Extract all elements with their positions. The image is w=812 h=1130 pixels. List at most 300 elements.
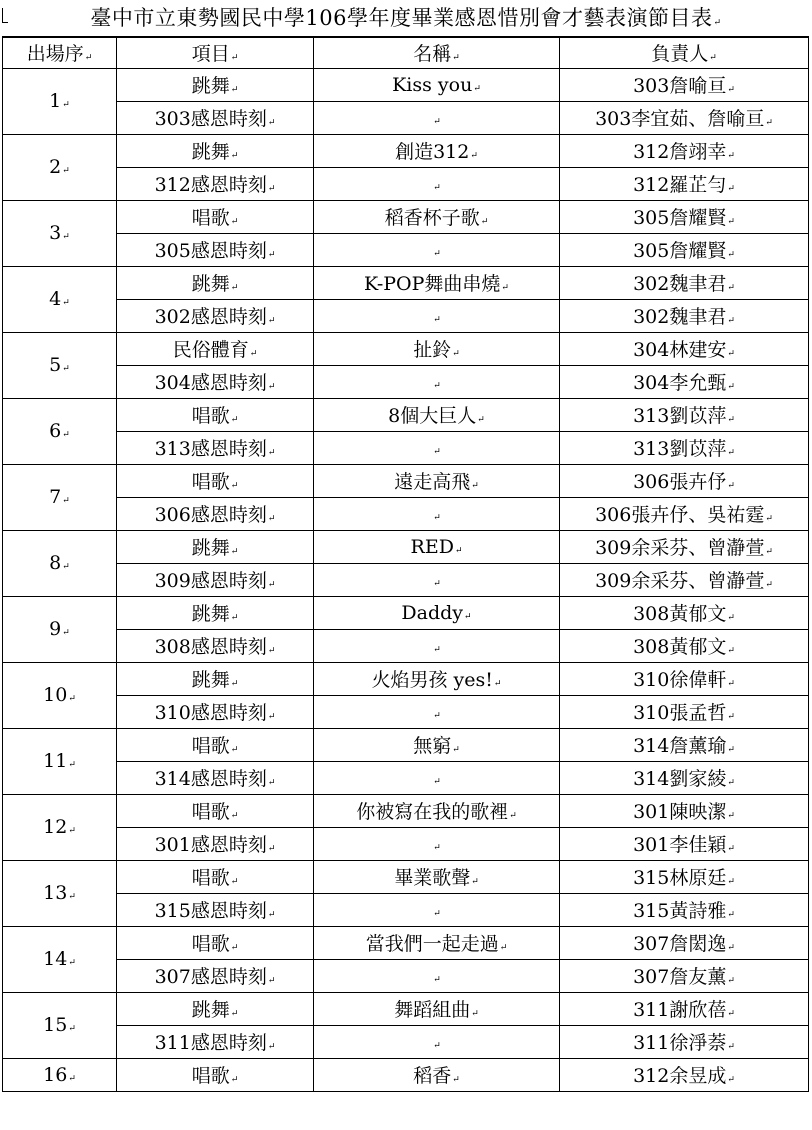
paragraph-mark: ↵ [727,184,735,194]
name-cell [314,68,560,101]
person-cell [560,398,809,431]
paragraph-mark: ↵ [727,877,735,887]
paragraph-mark: ↵ [433,842,441,853]
item-cell [117,398,314,431]
order-cell-text: 3 [49,222,62,244]
person-cell-text: 314詹薰瑜 [633,735,727,757]
paragraph-mark: ↵ [433,248,441,259]
paragraph-mark: ↵ [230,745,239,755]
order-cell [3,1058,117,1091]
table-row [3,893,809,926]
person-cell [560,926,809,959]
table-row [3,596,809,629]
person-cell [560,563,809,596]
order-cell [3,992,117,1058]
name-cell [314,464,560,497]
person-cell [560,464,809,497]
person-cell-text: 309余采芬、曾瀞萱 [595,570,765,592]
person-cell [560,431,809,464]
item-cell-text: 唱歌 [191,933,230,955]
item-cell [117,266,314,299]
paragraph-mark: ↵ [727,1075,735,1085]
name-cell [314,860,560,893]
paragraph-mark: ↵ [62,364,70,374]
person-cell [560,68,809,101]
person-cell [560,530,809,563]
paragraph-mark: ↵ [727,151,735,161]
table-row [3,992,809,1025]
paragraph-mark: ↵ [727,745,735,755]
person-cell [560,596,809,629]
person-cell [560,959,809,992]
name-cell-text: 8個大巨人 [388,405,477,427]
paragraph-mark: ↵ [230,811,239,821]
person-cell [560,1058,809,1091]
person-cell-text: 313劉苡萍 [633,405,727,427]
order-cell [3,662,117,728]
paragraph-mark: ↵ [267,514,276,524]
person-cell [560,893,809,926]
name-cell-text: 稻香 [413,1065,452,1087]
table-row [3,1025,809,1058]
paragraph-mark: ↵ [727,1009,735,1019]
table-row [3,959,809,992]
paragraph-mark: ↵ [727,250,735,260]
item-cell [117,794,314,827]
person-cell-text: 308黃郁文 [633,603,727,625]
person-cell [560,497,809,530]
order-cell-text: 4 [49,288,62,310]
order-cell [3,200,117,266]
paragraph-mark: ↵ [727,316,735,326]
table-header-row [3,37,809,68]
table-row [3,266,809,299]
name-cell [314,992,560,1025]
item-cell [117,332,314,365]
name-cell-text: 稻香杯子歌 [384,207,480,229]
item-cell-text: 跳舞 [191,999,230,1021]
item-cell-text: 301感恩時刻 [154,834,267,856]
item-cell-text: 跳舞 [191,669,230,691]
paragraph-mark: ↵ [267,448,276,458]
order-cell [3,596,117,662]
paragraph-mark: ↵ [267,184,276,194]
person-cell-text: 306張卉伃 [633,471,727,493]
paragraph-mark: ↵ [68,826,76,836]
paragraph-mark: ↵ [68,1073,76,1084]
order-cell [3,926,117,992]
person-cell [560,134,809,167]
paragraph-mark: ↵ [727,613,735,623]
person-cell-text: 302魏聿君 [633,306,727,328]
paragraph-mark: ↵ [727,85,735,95]
name-cell [314,827,560,860]
order-cell [3,860,117,926]
name-cell-text: 扯鈴 [413,339,452,361]
name-cell [314,365,560,398]
paragraph-mark: ↵ [470,151,478,161]
order-cell-text: 10 [43,684,68,706]
name-cell [314,959,560,992]
name-cell [314,167,560,200]
item-cell-text: 民俗體育 [172,339,249,361]
paragraph-mark: ↵ [267,118,276,128]
person-cell [560,365,809,398]
name-cell [314,134,560,167]
paragraph-mark: ↵ [230,481,239,491]
paragraph-mark: ↵ [230,283,239,293]
name-cell-text: RED [410,535,454,558]
table-row [3,860,809,893]
person-cell-text: 311徐淨萘 [633,1032,727,1054]
name-cell [314,893,560,926]
table-row [3,464,809,497]
name-cell [314,1058,560,1091]
order-cell-text: 7 [49,486,62,508]
paragraph-mark: ↵ [433,1040,441,1051]
paragraph-mark: ↵ [433,314,441,325]
name-cell [314,266,560,299]
item-cell-text: 唱歌 [191,207,230,229]
order-cell-text: 13 [43,882,68,904]
table-row [3,299,809,332]
name-cell-text: 當我們一起走過 [365,933,499,955]
column-header-name: 名稱↵ [314,37,560,68]
paragraph-mark: ↵ [267,382,276,392]
name-cell-text: Kiss you [392,73,473,96]
name-cell [314,761,560,794]
paragraph-mark: ↵ [62,232,70,242]
paragraph-mark: ↵ [765,118,773,128]
item-cell [117,497,314,530]
item-cell-text: 唱歌 [191,405,230,427]
paragraph-mark: ↵ [249,349,258,359]
paragraph-mark: ↵ [62,298,70,308]
paragraph-mark: ↵ [433,908,441,919]
person-cell-text: 309余采芬、曾瀞萱 [595,537,765,559]
table-row [3,794,809,827]
paragraph-mark: ↵ [727,679,735,689]
item-cell-text: 306感恩時刻 [154,504,267,526]
item-cell [117,167,314,200]
item-cell-text: 跳舞 [191,537,230,559]
paragraph-mark: ↵ [473,83,481,94]
paragraph-mark: ↵ [62,100,70,110]
table-row [3,761,809,794]
paragraph-mark: ↵ [499,943,508,953]
person-cell [560,992,809,1025]
name-cell [314,431,560,464]
name-cell [314,497,560,530]
paragraph-mark: ↵ [433,182,441,193]
table-row [3,134,809,167]
paragraph-mark: ↵ [480,217,489,227]
table-row [3,1058,809,1091]
program-table [2,36,809,1092]
item-cell [117,695,314,728]
name-cell [314,629,560,662]
name-cell-text: 畢業歌聲 [394,867,471,889]
name-cell [314,662,560,695]
column-header-order: 出場序↵ [3,37,117,68]
item-cell-text: 308感恩時刻 [154,636,267,658]
paragraph-mark: ↵ [230,217,239,227]
table-row [3,233,809,266]
title-text: 臺中市立東勢國民中學106學年度畢業感恩惜別會才藝表演節目表 [90,6,713,30]
person-cell-text: 303李宜茹、詹喻亘 [595,108,765,130]
person-cell-text: 312羅芷勻 [633,174,727,196]
name-cell-text: 你被寫在我的歌裡 [356,801,509,823]
item-cell [117,992,314,1025]
paragraph-mark: ↵ [727,481,735,491]
name-cell-text: 火焰男孩 yes! [371,669,493,691]
paragraph-mark: ↵ [230,547,239,557]
person-cell [560,332,809,365]
table-row [3,167,809,200]
item-cell-text: 313感恩時刻 [154,438,267,460]
name-cell [314,728,560,761]
item-cell [117,200,314,233]
order-cell-text: 15 [43,1014,68,1036]
paragraph-mark: ↵ [433,446,441,457]
item-cell-text: 跳舞 [191,75,230,97]
person-cell-text: 304林建安 [633,339,727,361]
paragraph-mark: ↵ [464,611,472,622]
paragraph-mark: ↵ [727,778,735,788]
item-cell [117,893,314,926]
person-cell [560,728,809,761]
order-cell [3,728,117,794]
name-cell-text: Daddy [401,601,464,624]
paragraph-mark: ↵ [230,415,239,425]
item-cell [117,629,314,662]
item-cell-text: 314感恩時刻 [154,768,267,790]
table-row [3,68,809,101]
paragraph-mark: ↵ [765,547,773,557]
table-row [3,398,809,431]
person-cell [560,233,809,266]
paragraph-mark: ↵ [267,910,276,920]
paragraph-mark: ↵ [727,712,735,722]
item-cell-text: 311感恩時刻 [154,1032,267,1054]
name-cell [314,530,560,563]
person-cell [560,1025,809,1058]
item-cell-text: 唱歌 [191,801,230,823]
order-cell-text: 1 [49,90,62,112]
person-cell [560,695,809,728]
paragraph-mark: ↵ [267,316,276,326]
paragraph-mark: ↵ [267,712,276,722]
order-cell [3,530,117,596]
column-header-item: 項目↵ [117,37,314,68]
table-row [3,695,809,728]
person-cell-text: 315黃詩雅 [633,900,727,922]
table-row [3,200,809,233]
name-cell [314,299,560,332]
table-row [3,563,809,596]
paragraph-mark: ↵ [267,778,276,788]
paragraph-mark: ↵ [230,877,239,887]
name-cell [314,794,560,827]
paragraph-mark: ↵ [727,415,735,425]
paragraph-mark: ↵ [477,415,485,425]
paragraph-mark: ↵ [433,974,441,985]
person-cell-text: 307詹閎逸 [633,933,727,955]
item-cell [117,761,314,794]
item-cell [117,68,314,101]
paragraph-mark: ↵ [433,710,441,721]
person-cell [560,662,809,695]
item-cell [117,1025,314,1058]
item-cell-text: 唱歌 [191,735,230,757]
paragraph-mark: ↵ [62,562,70,572]
paragraph-mark: ↵ [727,943,735,953]
person-cell-text: 311謝欣蓓 [633,999,727,1021]
table-row [3,530,809,563]
paragraph-mark: ↵ [765,514,773,524]
paragraph-mark: ↵ [471,1009,479,1019]
name-cell-text: 遠走高飛 [394,471,471,493]
paragraph-mark: ↵ [727,976,735,986]
paragraph-mark: ↵ [452,1075,460,1085]
paragraph-mark: ↵ [433,512,441,523]
item-cell [117,662,314,695]
order-cell [3,398,117,464]
paragraph-mark: ↵ [501,283,509,293]
table-row [3,827,809,860]
paragraph-mark: ↵ [267,250,276,260]
person-cell-text: 302魏聿君 [633,273,727,295]
name-cell [314,695,560,728]
person-cell-text: 304李允甄 [633,372,727,394]
item-cell [117,596,314,629]
paragraph-mark: ↵ [493,679,502,689]
item-cell [117,464,314,497]
name-cell [314,926,560,959]
person-cell-text: 315林原廷 [633,867,727,889]
name-cell [314,200,560,233]
paragraph-mark: ↵ [713,18,722,28]
item-cell-text: 310感恩時刻 [154,702,267,724]
item-cell [117,926,314,959]
order-cell-text: 12 [43,816,68,838]
table-row [3,431,809,464]
paragraph-mark: ↵ [765,580,773,590]
order-cell-text: 11 [43,750,68,772]
item-cell-text: 302感恩時刻 [154,306,267,328]
column-header-person: 負責人↵ [560,37,809,68]
item-cell [117,959,314,992]
item-cell [117,365,314,398]
item-cell [117,860,314,893]
paragraph-mark: ↵ [68,892,76,902]
document-title [0,0,812,36]
paragraph-mark: ↵ [471,877,479,887]
item-cell-text: 跳舞 [191,141,230,163]
table-row [3,332,809,365]
paragraph-mark: ↵ [433,644,441,655]
order-cell-text: 14 [43,948,68,970]
paragraph-mark: ↵ [267,1042,276,1052]
paragraph-mark: ↵ [433,776,441,787]
order-cell-text: 8 [49,552,62,574]
paragraph-mark: ↵ [68,1024,76,1034]
paragraph-mark: ↵ [471,481,479,491]
name-cell-text: 舞蹈組曲 [394,999,471,1021]
order-cell-text: 9 [49,618,62,640]
item-cell [117,101,314,134]
paragraph-mark: ↵ [230,1009,239,1019]
table-row [3,101,809,134]
paragraph-mark: ↵ [727,349,735,359]
order-cell [3,794,117,860]
paragraph-mark: ↵ [727,646,735,656]
item-cell [117,530,314,563]
paragraph-mark: ↵ [68,958,76,968]
table-row [3,662,809,695]
item-cell-text: 305感恩時刻 [154,240,267,262]
name-cell [314,101,560,134]
paragraph-mark: ↵ [727,1042,735,1052]
paragraph-mark: ↵ [452,745,460,755]
name-cell [314,233,560,266]
name-cell [314,1025,560,1058]
person-cell [560,860,809,893]
item-cell-text: 唱歌 [191,1065,230,1087]
paragraph-mark: ↵ [62,496,70,506]
paragraph-mark: ↵ [230,1075,239,1085]
paragraph-mark: ↵ [433,380,441,391]
person-cell-text: 305詹耀賢 [633,207,727,229]
item-cell [117,728,314,761]
person-cell-text: 310徐偉軒 [633,669,727,691]
person-cell [560,761,809,794]
table-row [3,728,809,761]
paragraph-mark: ↵ [267,580,276,590]
person-cell [560,167,809,200]
order-cell [3,68,117,134]
paragraph-mark: ↵ [230,679,239,689]
person-cell [560,299,809,332]
person-cell [560,200,809,233]
paragraph-mark: ↵ [267,976,276,986]
item-cell-text: 307感恩時刻 [154,966,267,988]
item-cell-text: 312感恩時刻 [154,174,267,196]
paragraph-mark: ↵ [727,910,735,920]
person-cell-text: 312余昱成 [633,1065,727,1087]
paragraph-mark: ↵ [727,283,735,293]
paragraph-mark: ↵ [267,646,276,656]
paragraph-mark: ↵ [62,166,70,176]
item-cell [117,134,314,167]
paragraph-mark: ↵ [727,382,735,392]
paragraph-mark: ↵ [62,628,70,638]
paragraph-mark: ↵ [62,430,70,440]
paragraph-mark: ↵ [452,349,460,359]
paragraph-mark: ↵ [454,545,463,556]
person-cell-text: 306張卉伃、吳祐霆 [595,504,765,526]
person-cell-text: 303詹喻亘 [633,75,727,97]
item-cell [117,563,314,596]
order-cell-text: 5 [49,354,62,376]
paragraph-mark: ↵ [509,811,517,821]
paragraph-mark: ↵ [727,217,735,227]
order-cell [3,266,117,332]
item-cell [117,233,314,266]
order-cell-text: 2 [49,156,62,178]
name-cell [314,596,560,629]
person-cell [560,629,809,662]
